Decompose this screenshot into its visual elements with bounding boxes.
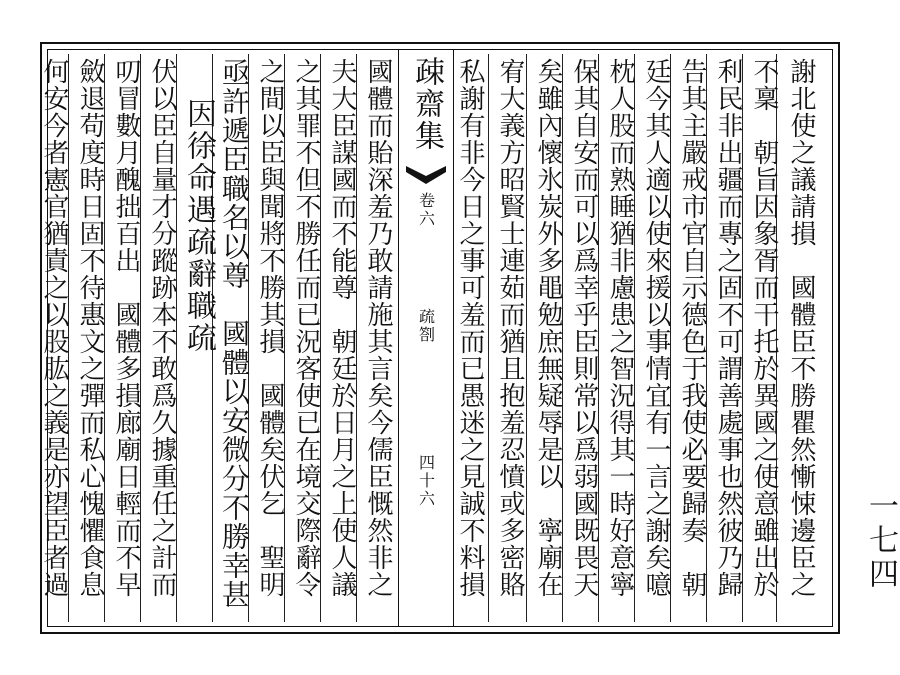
column-text: 之間以臣與聞將不勝其損 國體矣伏乞 聖明: [255, 58, 285, 598]
column-text: 枕人股而熟睡猶非慮患之智況得其一時好意寧: [605, 58, 635, 598]
text-column-left-10: [36, 58, 72, 618]
column-text: 何安今者憲官猶責之以股肱之義是亦望臣者過: [39, 58, 69, 598]
text-column-right-3: [710, 58, 746, 618]
page-frame: [40, 42, 840, 634]
text-column-left-3: [288, 58, 324, 618]
column-text: 不稟 朝旨因象胥而干托於異國之使意雖出於: [749, 58, 779, 598]
text-column-left-5: [216, 58, 252, 618]
column-text: 廷今其人適以使來援以事情宜有一言之謝矣噫: [641, 58, 671, 598]
column-text: 宥大義方昭賢士連茹而猶且抱羞忍憤或多密賂: [495, 58, 525, 598]
column-rule: [488, 54, 489, 622]
text-column-left-1: [360, 58, 396, 618]
column-text: 謝北使之議請損 國體臣不勝瞿然慚悚邊臣之: [786, 58, 816, 598]
center-spine: [398, 50, 454, 626]
text-column-right-10: [452, 58, 488, 618]
column-text: 利民非出疆而專之固不可謂善處事也然彼乃歸: [713, 58, 743, 598]
fish-tail-mark-icon: [406, 162, 446, 184]
text-column-right-2: [746, 58, 782, 618]
column-text: 夫大臣謀國而不能尊 朝廷於日月之上使人議: [327, 58, 357, 598]
text-column-left-9: [72, 58, 108, 618]
column-text: 保其自安而可以爲幸乎臣則常以爲弱國既畏天: [569, 58, 599, 598]
column-text: 告其主嚴戒市官自示德色于我使必要歸奏 朝: [677, 58, 707, 598]
column-text: 矣雖內懷氷炭外多黽勉庶無疑辱是以 寧廟在: [533, 58, 563, 598]
folio-number: 四十六: [416, 454, 436, 508]
column-text: 私謝有非今日之事可羞而已愚迷之見誠不料損: [455, 58, 485, 598]
section-label: 疏劄: [416, 308, 436, 344]
column-text: 國體而貽深羞乃敢請施其言矣今儒臣慨然非之: [363, 58, 393, 598]
page-number: 一七四: [863, 490, 898, 592]
text-column-right-4: [674, 58, 710, 618]
text-column-left-2: [324, 58, 360, 618]
column-text: 伏以臣自量才分蹤跡本不敢爲久據重任之計而: [147, 58, 177, 598]
text-column-left-6: [180, 58, 216, 618]
text-column-right-7: [566, 58, 602, 618]
volume-label: 卷六: [416, 192, 436, 228]
text-column-right-9: [492, 58, 528, 618]
column-text: 斂退苟度時日固不待惠文之彈而私心愧懼食息: [75, 58, 105, 598]
text-column-right-1: [780, 58, 822, 618]
column-text: 之其罪不但不勝任而已況客使已在境交際辭令: [291, 58, 321, 598]
text-column-right-5: [638, 58, 674, 618]
page-frame-inner: [39, 49, 833, 627]
text-column-left-7: [144, 58, 180, 618]
column-text: 叨冒數月醜拙百出 國體多損廊廟日輕而不早: [111, 58, 141, 598]
book-title: 疎齋集: [409, 56, 444, 152]
text-column-left-4: [252, 58, 288, 618]
text-column-left-8: [108, 58, 144, 618]
column-text: 亟許遞臣職名以尊 國體以安微分不勝幸甚: [218, 58, 251, 609]
text-column-right-6: [602, 58, 638, 618]
section-heading: 因徐命遇疏辭職疏: [181, 98, 216, 354]
text-column-right-8: [530, 58, 566, 618]
